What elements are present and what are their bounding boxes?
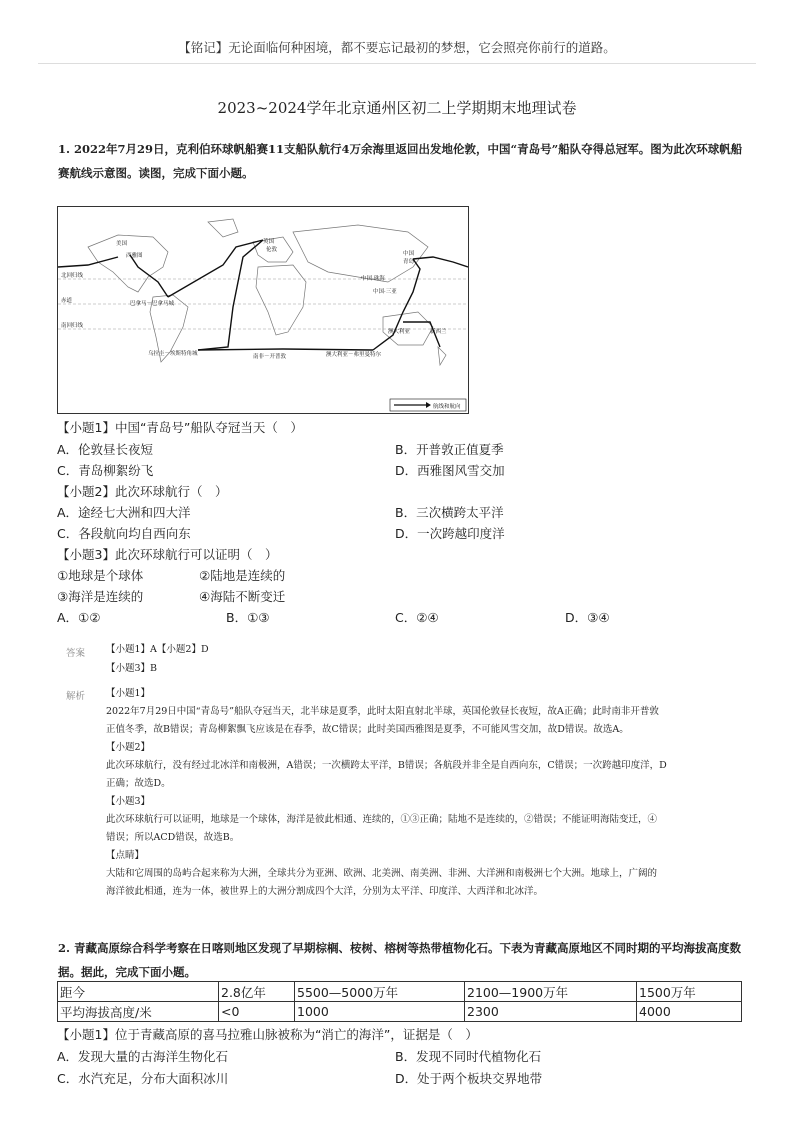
table-cell: 2.8亿年 <box>219 982 295 1002</box>
question-2-stem: 2. 青藏高原综合科学考察在日喀则地区发现了早期棕榈、桉树、榕树等热带植物化石。下表为青藏高原地区不同时期的平均海拔高度数据。据此，完成下面小题。 <box>58 941 742 979</box>
map-label: 南非－开普敦 <box>253 354 287 360</box>
option-b[interactable]: B．①③ <box>226 610 270 625</box>
world-route-map <box>58 207 468 413</box>
explanation-line: 【小题3】 <box>106 796 151 807</box>
page-title: 2023~2024学年北京通州区初二上学期期末地理试卷 <box>217 99 577 117</box>
table-cell: 4000 <box>637 1002 742 1022</box>
option-c[interactable]: C．各段航向均自西向东 <box>57 526 191 541</box>
table-cell: 5500—5000万年 <box>295 982 465 1002</box>
map-label: 新西兰 <box>430 329 447 335</box>
option-b[interactable]: B．三次横跨太平洋 <box>395 505 504 520</box>
map-label: 中国·珠海 <box>361 276 385 282</box>
option-d[interactable]: D．一次跨越印度洋 <box>395 526 505 541</box>
table-cell: <0 <box>219 1002 295 1022</box>
explanation-line: 【小题2】 <box>106 742 151 753</box>
option-a[interactable]: A．途经七大洲和四大洋 <box>57 505 191 520</box>
explanation-line: 此次环球航行可以证明，地球是一个球体，海洋是彼此相通、连续的，①③正确；陆地不是连续的，②错误；不能证明海陆变迁，④ <box>106 814 658 825</box>
map-label: 澳大利亚 <box>388 329 411 335</box>
map-label: 巴拿马－巴拿马城 <box>130 301 175 307</box>
explanation-line: 此次环球航行，没有经过北冰洋和南极洲，A错误；一次横跨太平洋，B错误；各航段并非全是自西向东，C错误；一次跨越印度洋，D <box>106 760 667 771</box>
table-row <box>58 1002 742 1022</box>
table-cell: 距今 <box>58 982 219 1002</box>
map-label: 青岛 <box>403 259 415 265</box>
new-zealand-shape <box>438 347 446 365</box>
map-label: 伦敦 <box>266 247 278 253</box>
north-america-shape <box>88 235 168 292</box>
table-cell: 1500万年 <box>637 982 742 1002</box>
option-c[interactable]: C．青岛柳絮纷飞 <box>57 463 154 478</box>
map-label: 中国 <box>403 251 415 257</box>
subquestion-1: 【小题1】位于青藏高原的喜马拉雅山脉被称为“消亡的海洋”，证据是（ ） <box>57 1027 478 1042</box>
table-cell: 2300 <box>465 1002 637 1022</box>
table-row <box>58 982 742 1002</box>
explanation-line: 错误；所以ACD错误，故选B。 <box>106 832 240 843</box>
statement: ③海洋是连续的 <box>57 589 144 604</box>
option-b[interactable]: B．发现不同时代植物化石 <box>395 1049 542 1064</box>
answer-line: 【小题3】B <box>106 663 158 674</box>
route-map <box>57 206 469 414</box>
map-label: 航线和航向 <box>433 404 461 410</box>
map-label: 英国 <box>263 239 275 245</box>
option-a[interactable]: A．①② <box>57 610 101 625</box>
explanation-line: 正确；故选D。 <box>106 778 171 789</box>
option-c[interactable]: C．②④ <box>395 610 439 625</box>
answer-label: 答案 <box>66 648 86 659</box>
header-divider <box>38 63 756 64</box>
greenland-shape <box>208 219 238 237</box>
map-label: 南回归线 <box>61 323 84 329</box>
africa-shape <box>256 265 306 335</box>
option-d[interactable]: D．处于两个板块交界地带 <box>395 1071 543 1086</box>
option-c[interactable]: C．水汽充足，分布大面积冰川 <box>57 1071 229 1086</box>
map-label: 澳大利亚－弗里曼特尔 <box>326 352 382 358</box>
map-label: 赤道 <box>61 298 73 304</box>
option-d[interactable]: D．③④ <box>565 610 610 625</box>
subquestion-2: 【小题2】此次环球航行（ ） <box>57 484 228 499</box>
map-label: 西雅图 <box>126 253 143 259</box>
table-cell: 平均海拔高度/米 <box>58 1002 219 1022</box>
map-label: 美国 <box>116 241 128 247</box>
statement: ④海陆不断变迁 <box>199 589 286 604</box>
map-label: 中国·三亚 <box>373 289 397 295</box>
map-label: 乌拉圭－埃斯特角城 <box>148 351 198 357</box>
option-a[interactable]: A．发现大量的古海洋生物化石 <box>57 1049 229 1064</box>
explanation-line: 【点睛】 <box>106 850 145 861</box>
explanation-line: 海洋彼此相通，连为一体，被世界上的大洲分割成四个大洋，分别为太平洋、印度洋、大西洋和北冰洋。 <box>106 886 544 897</box>
arrow-icon <box>426 402 431 408</box>
answer-line: 【小题1】A【小题2】D <box>106 644 209 655</box>
statement: ①地球是个球体 <box>57 568 144 583</box>
motto: 【铭记】无论面临何种困境，都不要忘记最初的梦想，它会照亮你前行的道路。 <box>178 40 616 55</box>
explanation <box>106 685 721 901</box>
question-1-stem: 1. 2022年7月29日，克利伯环球帆船赛11支船队航行4万余海里返回出发地伦敦，中国“青岛号”船队夺得总冠军。图为此次环球帆船赛航线示意图。读图，完成下面小题。 <box>58 142 743 180</box>
explanation-label: 解析 <box>66 691 86 702</box>
subquestion-3: 【小题3】此次环球航行可以证明（ ） <box>57 547 278 562</box>
explanation-line: 2022年7月29日中国“青岛号”船队夺冠当天，北半球是夏季，此时太阳直射北半球，英国伦敦昼长夜短，故A正确；此时南非开普敦 <box>106 706 659 717</box>
option-d[interactable]: D．西雅图风雪交加 <box>395 463 505 478</box>
altitude-table <box>57 981 742 1022</box>
explanation-line: 正值冬季，故B错误；青岛柳絮飘飞应该是在春季，故C错误；此时美国西雅图是夏季，不可能风雪交加，故D错误。故选A。 <box>106 724 629 735</box>
subquestion-1: 【小题1】中国“青岛号”船队夺冠当天（ ） <box>57 420 303 435</box>
statement: ②陆地是连续的 <box>199 568 286 583</box>
table-cell: 1000 <box>295 1002 465 1022</box>
explanation-line: 【小题1】 <box>106 688 151 699</box>
explanation-line: 大陆和它周围的岛屿合起来称为大洲，全球共分为亚洲、欧洲、北美洲、南美洲、非洲、大洋洲和南极洲七个大洲。地球上，广阔的 <box>106 868 658 879</box>
option-a[interactable]: A．伦敦昼长夜短 <box>57 442 154 457</box>
map-label: 北回归线 <box>61 273 84 279</box>
table-cell: 2100—1900万年 <box>465 982 637 1002</box>
option-b[interactable]: B．开普敦正值夏季 <box>395 442 504 457</box>
